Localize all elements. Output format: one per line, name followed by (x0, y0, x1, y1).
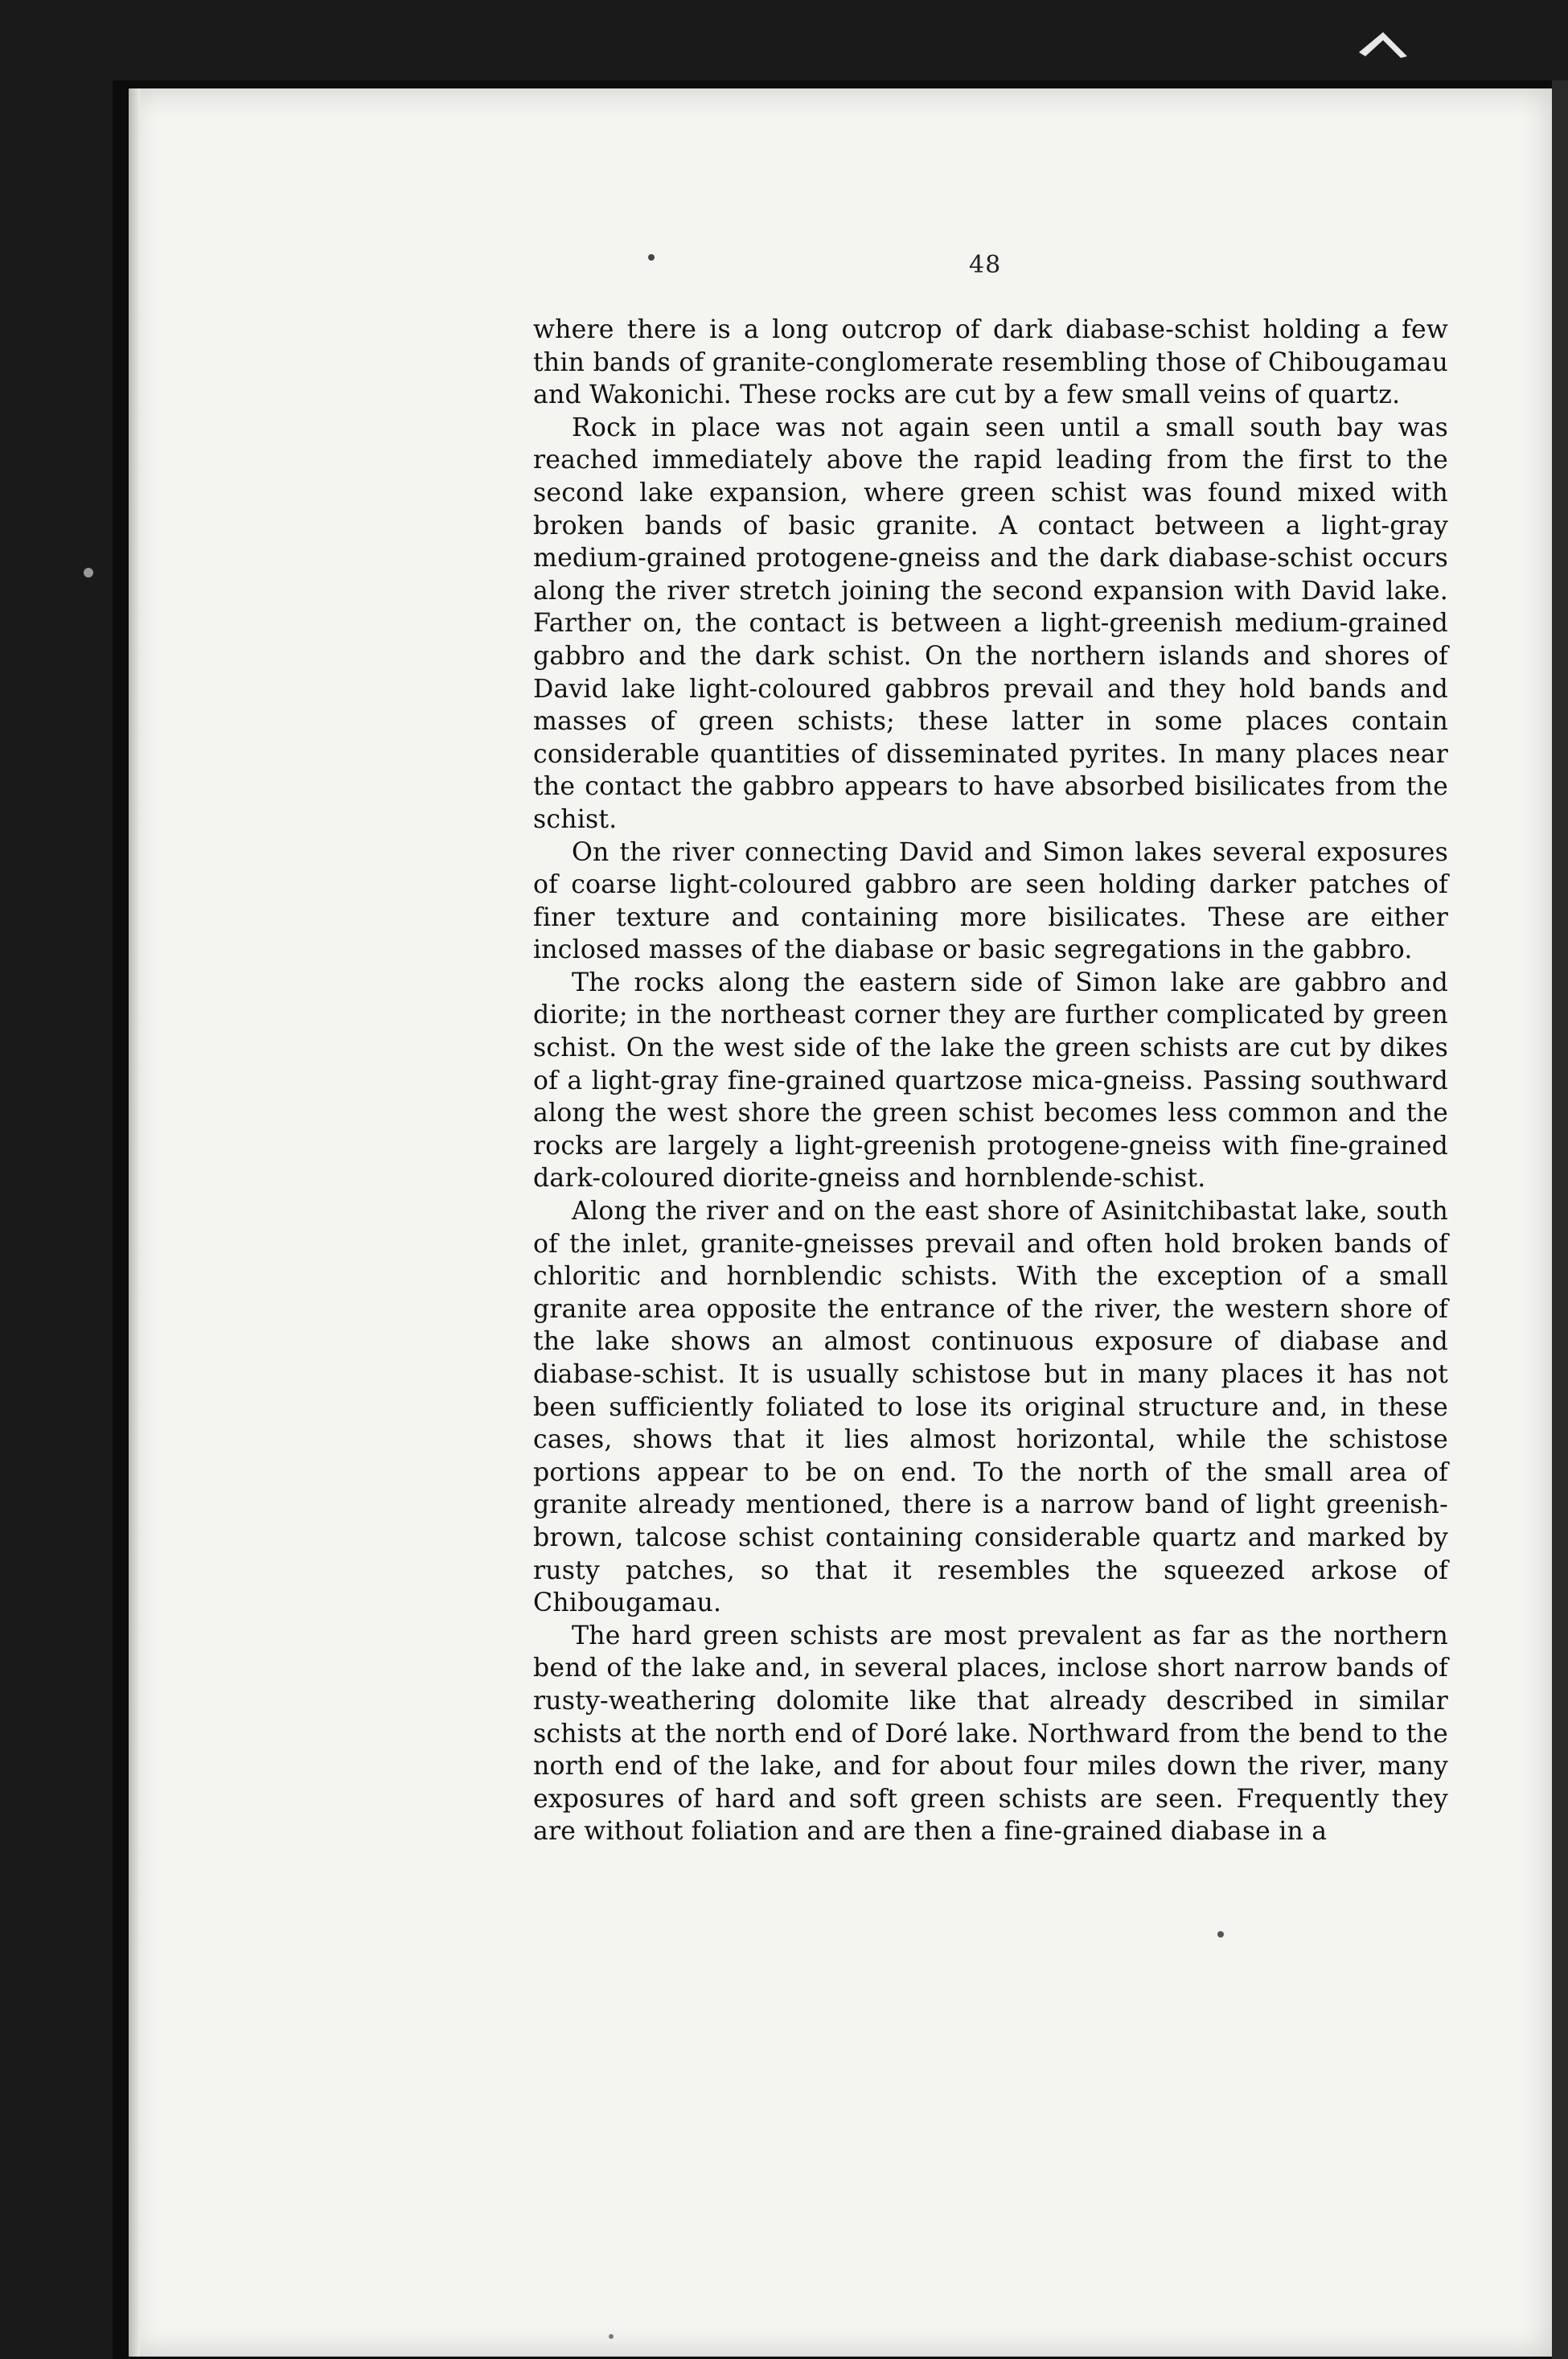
paragraph: The rocks along the eastern side of Simon lake are gabbro and diorite; in the northeast corner they are further complicated by green schist. On the west side of the lake the green schists are cut by dikes of a light-gray fine-grained quartzose mica-gneiss. Passing southward along the west shore the green schist becomes less common and the rocks are largely a light-greenish protogene-gneiss with fine-grained dark-coloured diorite-gneiss and hornblende-schist. (533, 968, 1448, 1194)
scan-corner-artifact-icon (1351, 16, 1415, 64)
paragraph: On the river connecting David and Simon lakes several exposures of coarse light-coloured gabbro are seen holding darker patches of finer texture and containing more bisilicates. These are either inclosed masses of the diabase or basic segregations in the gabbro. (533, 837, 1448, 965)
paragraph: where there is a long outcrop of dark diabase-schist holding a few thin bands of granite-conglomerate resembling those of Chibougamau and Wakonichi. These rocks are cut by a few small veins of quartz. (533, 315, 1448, 410)
scan-margin-strip (1552, 80, 1568, 2359)
page-binding-edge (129, 88, 140, 2357)
paragraph: The hard green schists are most prevalent as far as the northern bend of the lake and, in several places, inclose short narrow bands of rusty-weathering dolomite like that already described in similar schists at the north end of Doré lake. Northward from the bend to the north end of the lake, and for about four miles down the river, many exposures of hard and soft green schists are seen. Frequently they are without foliation and are then a fine-grained diabase in a (533, 1621, 1448, 1847)
paragraph: Rock in place was not again seen until a small south bay was reached immediately above the rapid leading from the first to the second lake expansion, where green schist was found mixed with broken bands of basic granite. A contact between a light-gray medium-grained protogene-gneiss and the dark diabase-schist occurs along the river stretch joining the second expansion with David lake. Farther on, the contact is between a light-greenish medium-grained gabbro and the dark schist. On the northern islands and shores of David lake light-coloured gabbros prevail and they hold bands and masses of green schists; these latter in some places contain considerable quantities of disseminated pyrites. In many places near the contact the gabbro appears to have absorbed bisilicates from the schist. (533, 413, 1448, 834)
page-number: 48 (969, 251, 1002, 279)
document-body (533, 314, 1448, 1848)
paragraph: Along the river and on the east shore of Asinitchibastat lake, south of the inlet, granite-gneisses prevail and often hold broken bands of chloritic and hornblendic schists. With the exception of a small granite area opposite the entrance of the river, the western shore of the lake shows an almost continuous exposure of diabase and diabase-schist. It is usually schistose but in many places it has not been sufficiently foliated to lose its original structure and, in these cases, shows that it lies almost horizontal, while the schistose portions appear to be on end. To the north of the small area of granite already mentioned, there is a narrow band of light greenish-brown, talcose schist containing considerable quartz and marked by rusty patches, so that it resembles the squeezed arkose of Chibougamau. (533, 1197, 1448, 1618)
